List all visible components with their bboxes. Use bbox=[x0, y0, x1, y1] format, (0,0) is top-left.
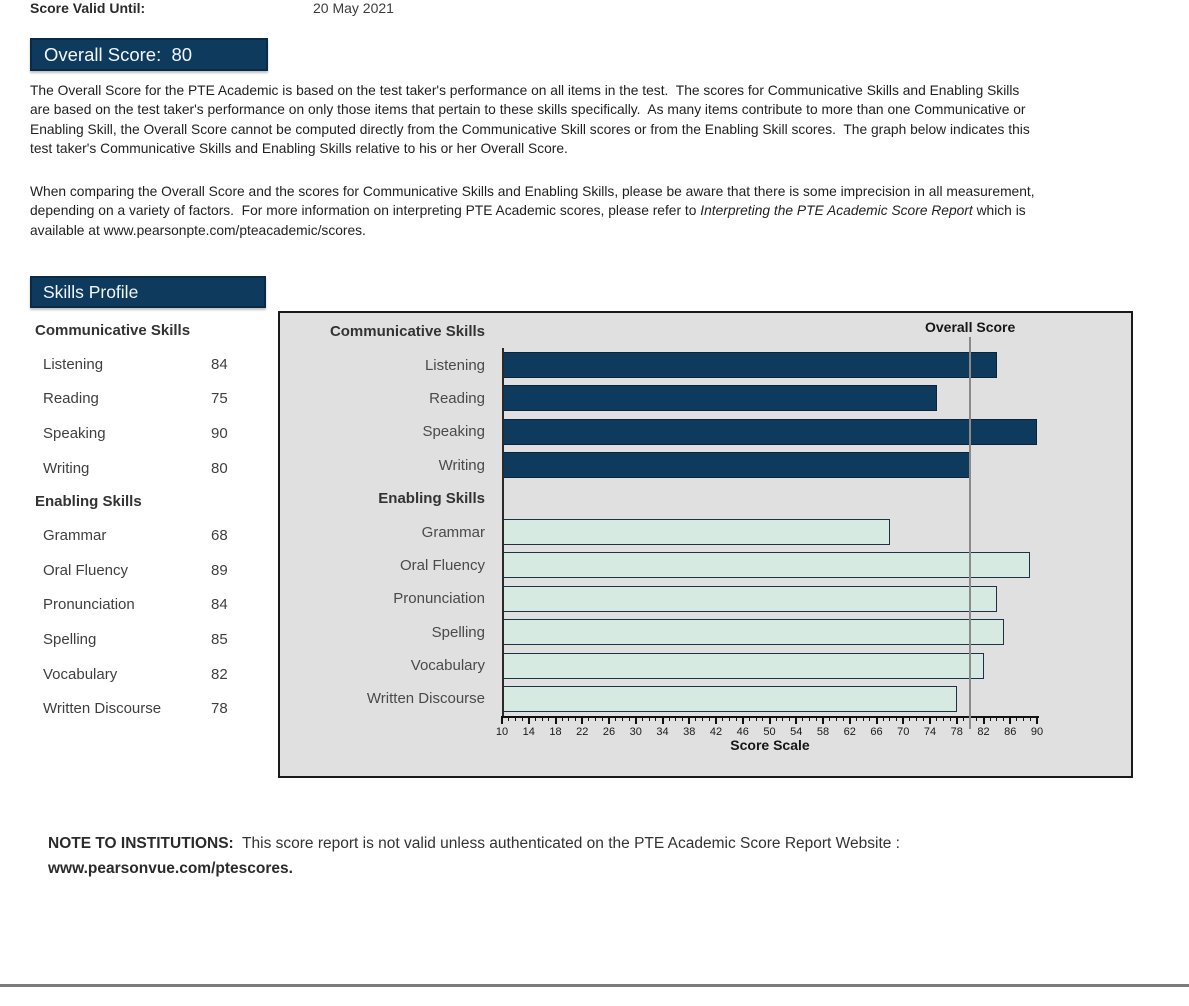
skill-score: 82 bbox=[211, 665, 228, 683]
skill-score-row bbox=[30, 622, 282, 657]
chart-bar-label: Vocabulary bbox=[410, 657, 485, 675]
x-axis-minor-tick bbox=[675, 718, 676, 721]
skill-score: 90 bbox=[211, 424, 228, 442]
skill-score: 85 bbox=[211, 630, 228, 648]
x-axis-major-tick bbox=[795, 718, 797, 724]
chart-rows bbox=[280, 315, 1131, 716]
x-axis-minor-tick bbox=[622, 718, 623, 721]
skill-name: Oral Fluency bbox=[43, 561, 129, 579]
skill-name: Reading bbox=[43, 390, 99, 408]
skill-score: 84 bbox=[211, 596, 228, 614]
x-axis-tick-label: 34 bbox=[656, 726, 669, 738]
chart-bar-row bbox=[280, 649, 1131, 682]
chart-group-heading-row bbox=[280, 482, 1131, 515]
x-axis-minor-tick bbox=[996, 718, 997, 721]
chart-bar-label: Listening bbox=[424, 356, 485, 374]
x-axis-major-tick bbox=[1009, 718, 1011, 724]
x-axis-minor-tick bbox=[950, 718, 951, 721]
x-axis-major-tick bbox=[822, 718, 824, 724]
chart-bar-label: Writing bbox=[438, 456, 485, 474]
x-axis-major-tick bbox=[608, 718, 610, 724]
chart-bar-cell bbox=[502, 616, 1037, 649]
x-axis-minor-tick bbox=[542, 718, 543, 721]
chart-group-heading: Enabling Skills bbox=[378, 490, 485, 508]
chart-bar-row bbox=[280, 415, 1131, 448]
x-axis-minor-tick bbox=[595, 718, 596, 721]
x-axis-minor-tick bbox=[936, 718, 937, 721]
skill-score-row bbox=[30, 691, 282, 726]
chart-bar bbox=[502, 419, 1037, 445]
chart-bar bbox=[502, 586, 997, 612]
skill-score-row bbox=[30, 657, 282, 692]
x-axis-major-tick bbox=[929, 718, 931, 724]
x-axis-minor-tick bbox=[863, 718, 864, 721]
x-axis-tick-label: 30 bbox=[629, 726, 642, 738]
skills-profile-banner bbox=[30, 276, 266, 308]
chart-bar bbox=[502, 519, 890, 545]
x-axis-tick-label: 58 bbox=[816, 726, 830, 738]
x-axis-minor-tick bbox=[615, 718, 616, 721]
chart-bar bbox=[502, 352, 997, 378]
x-axis-minor-tick bbox=[843, 718, 844, 721]
chart-bar-label: Reading bbox=[429, 389, 485, 407]
x-axis-minor-tick bbox=[588, 718, 589, 721]
x-axis-minor-tick bbox=[896, 718, 897, 721]
x-axis-minor-tick bbox=[883, 718, 884, 721]
skills-score-list bbox=[30, 314, 282, 726]
x-axis-minor-tick bbox=[836, 718, 837, 721]
chart-bar-row bbox=[280, 348, 1131, 381]
x-axis-minor-tick bbox=[816, 718, 817, 721]
overall-score-banner bbox=[30, 38, 268, 71]
x-axis-major-tick bbox=[742, 718, 744, 724]
skill-name: Grammar bbox=[43, 527, 107, 545]
x-axis-tick-label: 74 bbox=[923, 726, 937, 738]
chart-bar bbox=[502, 452, 970, 478]
skill-name: Writing bbox=[43, 459, 90, 477]
skills-group-heading: Communicative Skills bbox=[35, 322, 191, 339]
skill-score-row bbox=[30, 451, 282, 486]
chart-group-heading: Communicative Skills bbox=[329, 323, 485, 341]
chart-bar-cell bbox=[502, 382, 1037, 415]
chart-bar bbox=[502, 385, 937, 411]
x-axis-tick-label: 38 bbox=[683, 726, 696, 738]
x-axis-major-tick bbox=[715, 718, 717, 724]
chart-bar-label: Grammar bbox=[421, 523, 485, 541]
skill-name: Written Discourse bbox=[43, 700, 162, 718]
skill-name: Speaking bbox=[43, 424, 106, 442]
x-axis-tick-label: 14 bbox=[522, 726, 535, 738]
note-to-institutions: NOTE TO INSTITUTIONS: This score report is not valid unless authenticated on the PTE Academic Score Report Website : www.pearsonvue.com/ptescores. bbox=[48, 835, 909, 877]
skill-name: Pronunciation bbox=[43, 596, 135, 614]
x-axis-minor-tick bbox=[889, 718, 890, 721]
chart-bar bbox=[502, 552, 1030, 578]
x-axis-minor-tick bbox=[709, 718, 710, 721]
x-axis-minor-tick bbox=[515, 718, 516, 721]
x-axis-minor-tick bbox=[923, 718, 924, 721]
x-axis-major-tick bbox=[769, 718, 771, 724]
chart-bar bbox=[502, 653, 984, 679]
chart-bar-cell bbox=[502, 515, 1037, 548]
x-axis-tick-label: 22 bbox=[576, 726, 589, 738]
chart-bar-cell bbox=[502, 415, 1037, 448]
x-axis-minor-tick bbox=[909, 718, 910, 721]
x-axis-minor-tick bbox=[729, 718, 730, 721]
overall-score-line bbox=[969, 337, 971, 729]
x-axis-minor-tick bbox=[702, 718, 703, 721]
x-axis-major-tick bbox=[581, 718, 583, 724]
x-axis-minor-tick bbox=[976, 718, 977, 721]
skill-score-row bbox=[30, 416, 282, 451]
x-axis-major-tick bbox=[662, 718, 664, 724]
chart-bar-row bbox=[280, 616, 1131, 649]
skill-score: 80 bbox=[211, 459, 228, 477]
note-label: NOTE TO INSTITUTIONS: bbox=[48, 835, 234, 852]
x-axis-minor-tick bbox=[756, 718, 757, 721]
x-axis-major-tick bbox=[902, 718, 904, 724]
x-axis-minor-tick bbox=[1030, 718, 1031, 721]
x-axis-tick-label: 18 bbox=[549, 726, 562, 738]
skills-profile-title: Skills Profile bbox=[43, 281, 139, 302]
skill-score-row bbox=[30, 382, 282, 417]
x-axis-minor-tick bbox=[602, 718, 603, 721]
chart-bar-row bbox=[280, 449, 1131, 482]
x-axis-minor-tick bbox=[782, 718, 783, 721]
x-axis-major-tick bbox=[635, 718, 637, 724]
skill-name: Listening bbox=[43, 355, 104, 373]
note-url: www.pearsonvue.com/ptescores. bbox=[48, 860, 293, 877]
skills-group-heading: Enabling Skills bbox=[35, 493, 142, 511]
overall-score-line-label: Overall Score bbox=[924, 319, 1016, 335]
chart-bar-cell bbox=[502, 549, 1037, 582]
skills-bar-chart bbox=[278, 311, 1133, 778]
x-axis-minor-tick bbox=[522, 718, 523, 721]
x-axis-major-tick bbox=[1036, 718, 1038, 724]
skill-score-row bbox=[30, 588, 282, 623]
chart-bar-cell bbox=[502, 582, 1037, 615]
chart-bar-cell bbox=[502, 649, 1037, 682]
x-axis-tick-label: 70 bbox=[897, 726, 910, 738]
x-axis-major-tick bbox=[555, 718, 557, 724]
chart-bar-row bbox=[280, 549, 1131, 582]
x-axis-major-tick bbox=[528, 718, 530, 724]
chart-bar-row bbox=[280, 382, 1131, 415]
x-axis-major-tick bbox=[688, 718, 690, 724]
x-axis-tick-label: 46 bbox=[736, 726, 749, 738]
x-axis-minor-tick bbox=[535, 718, 536, 721]
x-axis-minor-tick bbox=[943, 718, 944, 721]
x-axis-tick-label: 78 bbox=[950, 726, 963, 738]
x-axis-minor-tick bbox=[789, 718, 790, 721]
score-comparison-note: When comparing the Overall Score and the scores for Communicative Skills and Enabling Skills, please be aware that there is some imprecision in all measurement, depending on a variety of factors. For more information on interpreting PTE Academic scores, please refer to Interpreting the PTE Academic Score Report which is available at www.pearsonpte.com/pteacademic/scores. bbox=[30, 184, 1039, 238]
x-axis-minor-tick bbox=[736, 718, 737, 721]
x-axis-minor-tick bbox=[722, 718, 723, 721]
x-axis-minor-tick bbox=[682, 718, 683, 721]
x-axis-minor-tick bbox=[508, 718, 509, 721]
x-axis-tick-label: 82 bbox=[977, 726, 990, 738]
x-axis-minor-tick bbox=[695, 718, 696, 721]
x-axis-major-tick bbox=[983, 718, 985, 724]
x-axis-minor-tick bbox=[802, 718, 803, 721]
x-axis-minor-tick bbox=[575, 718, 576, 721]
chart-bar-label: Written Discourse bbox=[366, 690, 485, 708]
overall-score-description: The Overall Score for the PTE Academic is based on the test taker's performance on all items in the test. The scores for Communicative Skills and Enabling Skills are based on the test taker's performance on only those items that pertain to these skills specifically. As many items contribute to more than one Communicative or Enabling Skill, the Overall Score cannot be computed directly from the Communicative Skill scores or from the Enabling Skill scores. The graph below indicates this test taker's Communicative Skills and Enabling Skills relative to his or her Overall Score. bbox=[30, 83, 1034, 156]
skill-score-row bbox=[30, 553, 282, 588]
x-axis-minor-tick bbox=[649, 718, 650, 721]
x-axis-major-tick bbox=[849, 718, 851, 724]
x-axis-minor-tick bbox=[749, 718, 750, 721]
chart-bar-cell bbox=[502, 348, 1037, 381]
chart-bar-label: Oral Fluency bbox=[399, 556, 485, 574]
skill-score-row bbox=[30, 347, 282, 382]
score-valid-until-label: Score Valid Until: bbox=[30, 0, 146, 16]
x-axis-minor-tick bbox=[1016, 718, 1017, 721]
chart-bar-label: Spelling bbox=[431, 623, 485, 641]
x-axis-minor-tick bbox=[776, 718, 777, 721]
x-axis-tick-label: 42 bbox=[709, 726, 723, 738]
x-axis-minor-tick bbox=[856, 718, 857, 721]
score-valid-until-value: 20 May 2021 bbox=[313, 0, 394, 16]
page-bottom-divider bbox=[0, 984, 1189, 987]
x-axis-minor-tick bbox=[548, 718, 549, 721]
x-axis-tick-label: 50 bbox=[763, 726, 776, 738]
x-axis-minor-tick bbox=[655, 718, 656, 721]
x-axis-minor-tick bbox=[869, 718, 870, 721]
chart-bar-row bbox=[280, 515, 1131, 548]
skill-score: 84 bbox=[211, 355, 228, 373]
skill-score-row bbox=[30, 518, 282, 553]
skill-score: 89 bbox=[211, 561, 228, 579]
x-axis-minor-tick bbox=[642, 718, 643, 721]
x-axis-minor-tick bbox=[762, 718, 763, 721]
report-title-italic: Interpreting the PTE Academic Score Report bbox=[700, 203, 973, 219]
chart-bar-row bbox=[280, 682, 1131, 715]
x-axis-tick-label: 86 bbox=[1004, 726, 1017, 738]
overall-score-text: Overall Score: 80 bbox=[44, 43, 193, 65]
skill-name: Vocabulary bbox=[43, 665, 118, 683]
x-axis-minor-tick bbox=[829, 718, 830, 721]
x-axis-major-tick bbox=[501, 718, 503, 724]
x-axis-major-tick bbox=[956, 718, 958, 724]
x-axis-tick-label: 26 bbox=[602, 726, 616, 738]
x-axis-minor-tick bbox=[990, 718, 991, 721]
x-axis-tick-label: 62 bbox=[843, 726, 856, 738]
chart-bar-label: Speaking bbox=[422, 423, 485, 441]
x-axis-minor-tick bbox=[1023, 718, 1024, 721]
x-axis-major-tick bbox=[876, 718, 878, 724]
x-axis-minor-tick bbox=[562, 718, 563, 721]
x-axis-minor-tick bbox=[669, 718, 670, 721]
skill-score: 78 bbox=[211, 700, 228, 718]
x-axis-minor-tick bbox=[629, 718, 630, 721]
x-axis-tick-label: 90 bbox=[1030, 726, 1044, 738]
chart-bar-row bbox=[280, 582, 1131, 615]
x-axis-tick-label: 66 bbox=[870, 726, 883, 738]
skill-name: Spelling bbox=[43, 630, 97, 648]
x-axis-minor-tick bbox=[916, 718, 917, 721]
x-axis-minor-tick bbox=[963, 718, 964, 721]
chart-bar bbox=[502, 619, 1004, 645]
chart-bar-label: Pronunciation bbox=[393, 590, 485, 608]
x-axis-minor-tick bbox=[568, 718, 569, 721]
skill-score: 75 bbox=[211, 390, 228, 408]
chart-bar bbox=[502, 686, 957, 712]
chart-bar-cell bbox=[502, 682, 1037, 715]
chart-bar-cell bbox=[502, 449, 1037, 482]
skill-score: 68 bbox=[211, 527, 228, 545]
x-axis-minor-tick bbox=[809, 718, 810, 721]
chart-x-axis-label: Score Scale bbox=[730, 737, 810, 753]
x-axis-tick-label: 54 bbox=[790, 726, 803, 738]
x-axis-minor-tick bbox=[1003, 718, 1004, 721]
x-axis-tick-label: 10 bbox=[495, 726, 509, 738]
chart-category-axis bbox=[502, 348, 504, 717]
